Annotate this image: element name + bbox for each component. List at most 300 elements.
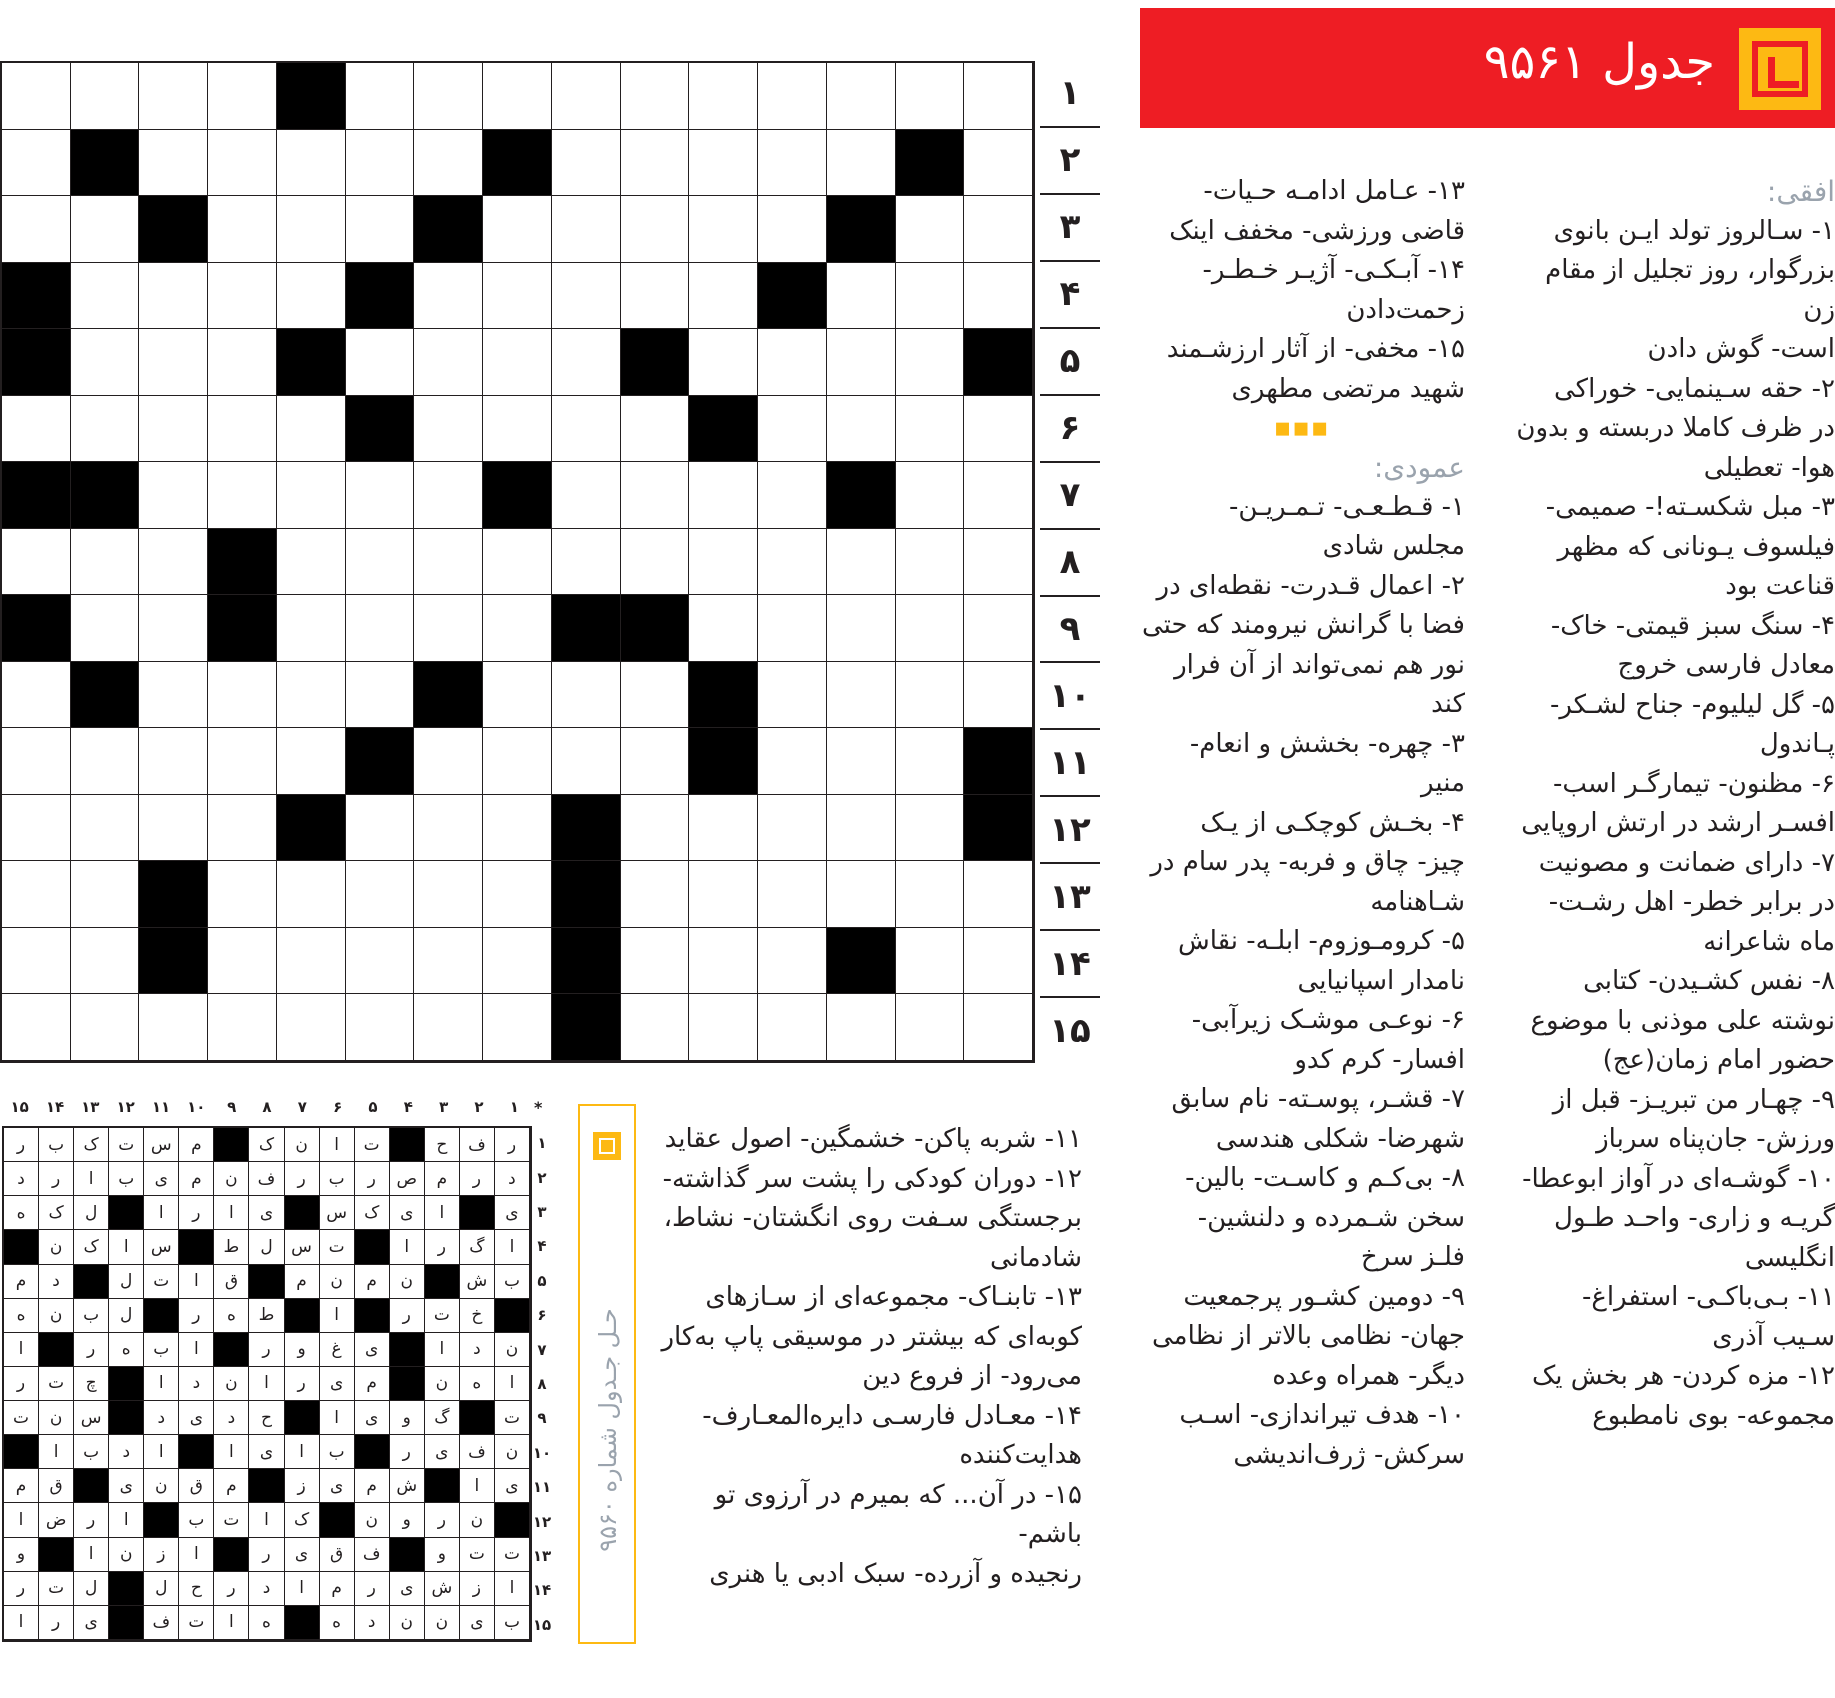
crossword-cell[interactable]	[2, 196, 71, 263]
crossword-cell[interactable]	[758, 861, 827, 928]
crossword-cell[interactable]	[896, 595, 965, 662]
crossword-cell[interactable]	[483, 196, 552, 263]
crossword-cell[interactable]	[621, 196, 690, 263]
solution-col-number: ۱	[509, 1098, 519, 1116]
solution-cell: ت	[460, 1538, 495, 1572]
crossword-cell[interactable]	[346, 196, 415, 263]
crossword-cell[interactable]	[896, 928, 965, 995]
crossword-cell[interactable]	[139, 329, 208, 396]
crossword-cell[interactable]	[414, 795, 483, 862]
black-cell	[689, 396, 758, 463]
crossword-cell[interactable]	[552, 396, 621, 463]
crossword-cell[interactable]	[277, 662, 346, 729]
clue-line: در برابر خطر- اهل رشـت-	[1548, 887, 1835, 917]
solution-cell: م	[355, 1469, 390, 1503]
solution-cell: ق	[39, 1469, 74, 1503]
solution-col-number: ۵	[368, 1098, 378, 1116]
crossword-cell[interactable]	[689, 263, 758, 330]
crossword-cell[interactable]	[2, 795, 71, 862]
clue-line: انگلیسی	[1744, 1242, 1835, 1273]
crossword-cell[interactable]	[208, 196, 277, 263]
crossword-cell[interactable]	[621, 263, 690, 330]
crossword-cell[interactable]	[758, 130, 827, 197]
solution-cell: د	[214, 1401, 249, 1435]
crossword-cell[interactable]	[621, 795, 690, 862]
crossword-cell[interactable]	[552, 462, 621, 529]
solution-cell: ا	[249, 1367, 284, 1401]
solution-col-number: ۱۰	[187, 1098, 206, 1116]
crossword-cell[interactable]	[414, 529, 483, 596]
crossword-cell[interactable]	[414, 728, 483, 795]
crossword-cell[interactable]	[346, 662, 415, 729]
solution-cell: ر	[249, 1333, 284, 1367]
solution-cell: ت	[109, 1128, 144, 1162]
crossword-cell[interactable]	[414, 63, 483, 130]
black-cell	[483, 130, 552, 197]
solution-cell: ک	[39, 1196, 74, 1230]
solution-cell: ش	[460, 1265, 495, 1299]
crossword-cell[interactable]	[71, 728, 140, 795]
crossword-cell[interactable]	[758, 396, 827, 463]
row-number: ۱۴	[1040, 931, 1100, 998]
crossword-cell[interactable]	[758, 795, 827, 862]
solution-cell: ل	[74, 1196, 109, 1230]
solution-col-number: ۸	[262, 1098, 272, 1116]
crossword-cell[interactable]	[758, 529, 827, 596]
clue-line: زحمت‌دادن	[1346, 294, 1465, 325]
crossword-cell[interactable]	[896, 196, 965, 263]
crossword-cell[interactable]	[208, 329, 277, 396]
crossword-cell[interactable]	[414, 329, 483, 396]
crossword-cell[interactable]	[277, 529, 346, 596]
crossword-cell[interactable]	[277, 728, 346, 795]
clue-line: ۱۰- گوشـه‌ای در آواز ابوعطا-	[1522, 1163, 1835, 1194]
crossword-cell[interactable]	[964, 263, 1033, 330]
crossword-cell[interactable]	[71, 196, 140, 263]
crossword-cell[interactable]	[896, 462, 965, 529]
black-cell	[208, 595, 277, 662]
solution-black-cell	[214, 1538, 249, 1572]
crossword-cell[interactable]	[414, 994, 483, 1061]
solution-black-cell	[109, 1367, 144, 1401]
crossword-cell[interactable]	[2, 994, 71, 1061]
crossword-cell[interactable]	[483, 728, 552, 795]
solution-col-number: ۱۴	[45, 1098, 65, 1116]
crossword-cell[interactable]	[552, 662, 621, 729]
crossword-cell[interactable]	[552, 529, 621, 596]
black-cell	[758, 263, 827, 330]
crossword-cell[interactable]	[277, 595, 346, 662]
crossword-cell[interactable]	[2, 861, 71, 928]
solution-black-cell	[39, 1333, 74, 1367]
solution-cell: ت	[214, 1503, 249, 1537]
black-cell	[414, 196, 483, 263]
crossword-cell[interactable]	[621, 928, 690, 995]
solution-cell: ش	[425, 1572, 460, 1606]
crossword-cell[interactable]	[689, 795, 758, 862]
crossword-cell[interactable]	[964, 396, 1033, 463]
solution-black-cell	[355, 1435, 390, 1469]
solution-cell: ه	[249, 1606, 284, 1640]
solution-cell: ن	[495, 1333, 530, 1367]
crossword-cell[interactable]	[483, 63, 552, 130]
clue-line: قاضی ورزشی- مخفف اینک	[1169, 215, 1465, 246]
crossword-cell[interactable]	[689, 595, 758, 662]
black-cell	[552, 595, 621, 662]
crossword-cell[interactable]	[2, 63, 71, 130]
crossword-cell[interactable]	[414, 396, 483, 463]
clue-line: نامدار اسپانیایی	[1297, 965, 1465, 996]
crossword-cell[interactable]	[827, 994, 896, 1061]
row-number: ۲	[1040, 128, 1100, 195]
solution-cell: ه	[109, 1333, 144, 1367]
crossword-cell[interactable]	[208, 994, 277, 1061]
solution-cell: ر	[390, 1299, 425, 1333]
crossword-cell[interactable]	[621, 662, 690, 729]
crossword-cell[interactable]	[71, 928, 140, 995]
crossword-cell[interactable]	[964, 928, 1033, 995]
solution-black-cell	[460, 1401, 495, 1435]
clue-line: ۴- سنگ سبز قیمتی- خاک-	[1550, 610, 1835, 641]
black-cell	[277, 329, 346, 396]
crossword-cell[interactable]	[758, 662, 827, 729]
solution-cell: ا	[249, 1503, 284, 1537]
crossword-cell[interactable]	[621, 396, 690, 463]
crossword-cell[interactable]	[71, 529, 140, 596]
solution-black-cell	[74, 1265, 109, 1299]
crossword-cell[interactable]	[414, 462, 483, 529]
black-cell	[621, 595, 690, 662]
solution-cell: ن	[320, 1265, 355, 1299]
crossword-cell[interactable]	[964, 529, 1033, 596]
crossword-cell[interactable]	[346, 462, 415, 529]
crossword-cell[interactable]	[483, 595, 552, 662]
crossword-cell[interactable]	[896, 861, 965, 928]
crossword-cell[interactable]	[277, 396, 346, 463]
solution-cell: ب	[74, 1299, 109, 1333]
crossword-cell[interactable]	[139, 263, 208, 330]
crossword-cell[interactable]	[964, 994, 1033, 1061]
black-cell	[896, 130, 965, 197]
solution-cell: ن	[495, 1435, 530, 1469]
crossword-cell[interactable]	[827, 662, 896, 729]
crossword-cell[interactable]	[621, 994, 690, 1061]
crossword-cell[interactable]	[689, 130, 758, 197]
solution-black-cell	[249, 1265, 284, 1299]
crossword-cell[interactable]	[71, 396, 140, 463]
crossword-cell[interactable]	[964, 595, 1033, 662]
crossword-cell[interactable]	[621, 462, 690, 529]
crossword-cell[interactable]	[139, 396, 208, 463]
clue-line: ۱۳- عـامل ادامـه حـیات-	[1203, 176, 1465, 206]
solution-row-number: ۱۰	[532, 1443, 552, 1462]
crossword-cell[interactable]	[827, 329, 896, 396]
crossword-cell[interactable]	[346, 329, 415, 396]
crossword-cell[interactable]	[896, 263, 965, 330]
crossword-cell[interactable]	[71, 595, 140, 662]
solution-black-cell	[4, 1230, 39, 1264]
solution-cell: ا	[214, 1606, 249, 1640]
clue-line: رنجیده و آزرده- سبک ادبی یا هنری	[709, 1558, 1082, 1589]
black-cell	[2, 329, 71, 396]
crossword-cell[interactable]	[277, 462, 346, 529]
crossword-cell[interactable]	[346, 529, 415, 596]
crossword-cell[interactable]	[2, 728, 71, 795]
black-cell	[414, 662, 483, 729]
crossword-cell[interactable]	[689, 63, 758, 130]
crossword-cell[interactable]	[414, 861, 483, 928]
crossword-cell[interactable]	[827, 263, 896, 330]
crossword-cell[interactable]	[71, 263, 140, 330]
crossword-cell[interactable]	[621, 130, 690, 197]
crossword-cell[interactable]	[71, 795, 140, 862]
crossword-cell[interactable]	[964, 63, 1033, 130]
crossword-cell[interactable]	[483, 662, 552, 729]
solution-black-cell	[249, 1469, 284, 1503]
crossword-cell[interactable]	[277, 263, 346, 330]
crossword-cell[interactable]	[896, 662, 965, 729]
crossword-cell[interactable]	[483, 263, 552, 330]
row-number: ۴	[1040, 262, 1100, 329]
clue-line: مجلس شادی	[1322, 531, 1465, 561]
solution-cell: ب	[320, 1162, 355, 1196]
crossword-cell[interactable]	[689, 994, 758, 1061]
solution-cell: و	[425, 1538, 460, 1572]
solution-black-cell	[109, 1606, 144, 1640]
crossword-cell[interactable]	[827, 595, 896, 662]
clue-line: می‌رود- از فروع دین	[862, 1361, 1082, 1391]
crossword-cell[interactable]	[758, 63, 827, 130]
clue-line: دیگر- همراه وعده	[1272, 1360, 1465, 1391]
crossword-cell[interactable]	[758, 994, 827, 1061]
solution-black-cell	[285, 1196, 320, 1230]
clue-line: سـیب آذری	[1712, 1321, 1835, 1352]
solution-cell: و	[4, 1538, 39, 1572]
clue-line: ۳- چهره- بخشش و انعام- منیر	[1189, 728, 1465, 798]
crossword-cell[interactable]	[208, 861, 277, 928]
solution-cell: ی	[495, 1469, 530, 1503]
solution-row-number: ۵	[537, 1271, 547, 1290]
solution-cell: د	[39, 1265, 74, 1299]
solution-cell: ه	[4, 1299, 39, 1333]
crossword-cell[interactable]	[208, 928, 277, 995]
solution-cell: غ	[320, 1333, 355, 1367]
crossword-cell[interactable]	[71, 329, 140, 396]
clue-line: ۳- مبل شکسـته!- صمیمی-	[1545, 492, 1835, 522]
crossword-cell[interactable]	[552, 329, 621, 396]
crossword-cell[interactable]	[827, 728, 896, 795]
crossword-cell[interactable]	[2, 529, 71, 596]
crossword-cell[interactable]	[552, 728, 621, 795]
solution-cell: ا	[285, 1435, 320, 1469]
crossword-cell[interactable]	[483, 928, 552, 995]
solution-black-cell	[144, 1503, 179, 1537]
solution-cell: ر	[285, 1367, 320, 1401]
crossword-cell[interactable]	[346, 928, 415, 995]
clue-line: نوشته علی موذنی با موضوع	[1530, 1005, 1835, 1036]
solution-cell: د	[179, 1367, 214, 1401]
solution-cell: ن	[460, 1503, 495, 1537]
clue-line: بزرگوار، روز تجلیل از مقام زن	[1545, 255, 1835, 325]
crossword-cell[interactable]	[139, 662, 208, 729]
crossword-cell[interactable]	[139, 130, 208, 197]
black-cell	[71, 662, 140, 729]
crossword-cell[interactable]	[758, 329, 827, 396]
solution-cell: م	[4, 1265, 39, 1299]
crossword-cell[interactable]	[483, 529, 552, 596]
crossword-cell[interactable]	[896, 994, 965, 1061]
crossword-cell[interactable]	[208, 130, 277, 197]
solution-col-number: ۲	[474, 1098, 484, 1116]
crossword-cell[interactable]	[896, 396, 965, 463]
crossword-cell[interactable]	[414, 595, 483, 662]
crossword-cell[interactable]	[552, 196, 621, 263]
crossword-cell[interactable]	[139, 595, 208, 662]
solution-row-number: ۱۵	[532, 1615, 552, 1634]
crossword-cell[interactable]	[689, 928, 758, 995]
solution-black-cell	[495, 1503, 530, 1537]
crossword-cell[interactable]	[896, 529, 965, 596]
solution-cell: ا	[495, 1367, 530, 1401]
solution-cell: ا	[320, 1401, 355, 1435]
crossword-cell[interactable]	[896, 728, 965, 795]
crossword-cell[interactable]	[896, 63, 965, 130]
crossword-cell[interactable]	[346, 595, 415, 662]
crossword-cell[interactable]	[758, 462, 827, 529]
solution-cell: ی	[144, 1162, 179, 1196]
crossword-cell[interactable]	[71, 861, 140, 928]
solution-black-cell	[460, 1196, 495, 1230]
crossword-cell[interactable]	[277, 861, 346, 928]
crossword-cell[interactable]	[139, 63, 208, 130]
solution-col-number: ۷	[297, 1098, 307, 1116]
clue-line: فضا با گرانش نیرومند که حتی	[1141, 610, 1465, 640]
crossword-cell[interactable]	[139, 529, 208, 596]
crossword-cell[interactable]	[827, 795, 896, 862]
crossword-cell[interactable]	[208, 263, 277, 330]
clue-line: کوبه‌ای که بیشتر در موسیقی پاپ به‌کار	[661, 1321, 1082, 1352]
crossword-cell[interactable]	[346, 130, 415, 197]
solution-cell: ب	[320, 1435, 355, 1469]
crossword-cell[interactable]	[208, 728, 277, 795]
solution-black-cell	[355, 1299, 390, 1333]
crossword-cell[interactable]	[964, 462, 1033, 529]
crossword-cell[interactable]	[827, 529, 896, 596]
crossword-cell[interactable]	[346, 861, 415, 928]
crossword-cell[interactable]	[552, 63, 621, 130]
crossword-cell[interactable]	[2, 396, 71, 463]
solution-cell: ه	[214, 1299, 249, 1333]
crossword-cell[interactable]	[208, 63, 277, 130]
crossword-cell[interactable]	[689, 861, 758, 928]
crossword-cell[interactable]	[964, 861, 1033, 928]
crossword-cell[interactable]	[483, 861, 552, 928]
crossword-cell[interactable]	[621, 728, 690, 795]
crossword-cell[interactable]	[2, 928, 71, 995]
crossword-cell[interactable]	[139, 795, 208, 862]
crossword-cell[interactable]	[552, 263, 621, 330]
crossword-cell[interactable]	[71, 63, 140, 130]
crossword-cell[interactable]	[621, 861, 690, 928]
solution-black-cell	[285, 1606, 320, 1640]
solution-black-cell	[214, 1333, 249, 1367]
solution-cell: ا	[285, 1572, 320, 1606]
crossword-cell[interactable]	[139, 728, 208, 795]
crossword-cell[interactable]	[414, 928, 483, 995]
crossword-cell[interactable]	[964, 196, 1033, 263]
crossword-cell[interactable]	[414, 130, 483, 197]
crossword-cell[interactable]	[758, 928, 827, 995]
crossword-cell[interactable]	[483, 795, 552, 862]
crossword-cell[interactable]	[827, 861, 896, 928]
crossword-cell[interactable]	[483, 329, 552, 396]
crossword-cell[interactable]	[71, 994, 140, 1061]
clue-line: چیز- چاق و فربه- پدر سام در	[1150, 847, 1465, 877]
crossword-cell[interactable]	[208, 662, 277, 729]
crossword-cell[interactable]	[414, 263, 483, 330]
clue-line: شهرضا- شکلی هندسی	[1215, 1123, 1465, 1154]
row-number: ۵	[1040, 329, 1100, 396]
crossword-cell[interactable]	[964, 662, 1033, 729]
crossword-cell[interactable]	[483, 396, 552, 463]
crossword-cell[interactable]	[208, 396, 277, 463]
crossword-cell[interactable]	[689, 196, 758, 263]
solution-cell: س	[144, 1230, 179, 1264]
clue-line: ۵- گل لیلیوم- جناح لشـکر-	[1549, 689, 1835, 720]
crossword-cell[interactable]	[552, 130, 621, 197]
crossword-cell[interactable]	[139, 462, 208, 529]
solution-cell: ی	[74, 1606, 109, 1640]
crossword-cell[interactable]	[208, 795, 277, 862]
crossword-cell[interactable]	[2, 662, 71, 729]
crossword-cell[interactable]	[346, 63, 415, 130]
crossword-cell[interactable]	[689, 329, 758, 396]
crossword-cell[interactable]	[483, 994, 552, 1061]
crossword-cell[interactable]	[277, 928, 346, 995]
crossword-cell[interactable]	[827, 396, 896, 463]
crossword-cell[interactable]	[758, 196, 827, 263]
black-cell	[552, 861, 621, 928]
crossword-cell[interactable]	[689, 529, 758, 596]
crossword-cell[interactable]	[827, 130, 896, 197]
clues-column-left	[650, 1120, 1082, 1594]
crossword-cell[interactable]	[827, 63, 896, 130]
solution-cell: ر	[390, 1435, 425, 1469]
crossword-cell[interactable]	[896, 795, 965, 862]
crossword-cell[interactable]	[621, 529, 690, 596]
crossword-cell[interactable]	[964, 130, 1033, 197]
crossword-cell[interactable]	[277, 196, 346, 263]
solution-cell: ا	[214, 1196, 249, 1230]
horizontal-heading: افقی:	[1766, 175, 1835, 208]
crossword-cell[interactable]	[758, 595, 827, 662]
crossword-cell[interactable]	[758, 728, 827, 795]
crossword-cell[interactable]	[277, 130, 346, 197]
crossword-cell[interactable]	[277, 994, 346, 1061]
crossword-cell[interactable]	[139, 994, 208, 1061]
crossword-cell[interactable]	[621, 63, 690, 130]
black-cell	[552, 795, 621, 862]
crossword-cell[interactable]	[346, 994, 415, 1061]
crossword-cell[interactable]	[346, 795, 415, 862]
crossword-cell[interactable]	[208, 462, 277, 529]
solution-cell: د	[144, 1401, 179, 1435]
crossword-cell[interactable]	[689, 462, 758, 529]
crossword-cell[interactable]	[2, 130, 71, 197]
crossword-cell[interactable]	[896, 329, 965, 396]
clue-line: ۱۲- مزه کردن- هر بخش یک	[1531, 1361, 1835, 1391]
clue-line: حضور امام زمان(عج)	[1602, 1045, 1835, 1075]
